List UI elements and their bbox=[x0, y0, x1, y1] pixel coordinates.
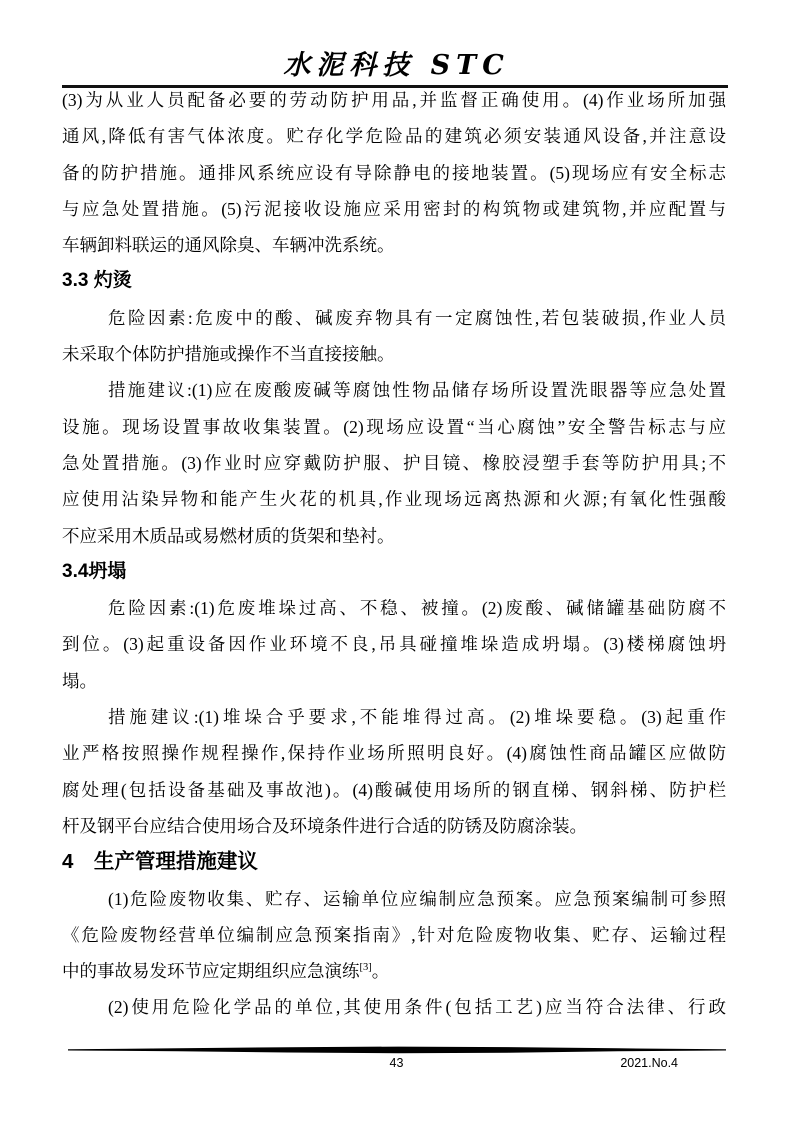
journal-title: 水泥科技 STC bbox=[283, 50, 510, 81]
content-lines bbox=[62, 82, 726, 1026]
text-line: 未采取个体防护措施或操作不当直接接触。 bbox=[62, 344, 395, 365]
text-line: 备的防护措施。通排风系统应设有导除静电的接地装置。(5)现场应有安全标志 bbox=[62, 162, 726, 183]
text-line: 车辆卸料联运的通风除臭、车辆冲洗系统。 bbox=[62, 235, 395, 256]
footer-rule bbox=[68, 1046, 726, 1054]
text-line: (1)危险废物收集、贮存、运输单位应编制应急预案。应急预案编制可参照 bbox=[108, 888, 726, 909]
text-line: 设施。现场设置事故收集装置。(2)现场应设置“当心腐蚀”安全警告标志与应 bbox=[62, 416, 726, 437]
text-line: 《危险废物经营单位编制应急预案指南》,针对危险废物收集、贮存、运输过程 bbox=[62, 924, 726, 945]
text-line: 中的事故易发环节应定期组织应急演练[3]。 bbox=[62, 961, 390, 982]
section-heading: 3.3 灼烫 bbox=[62, 270, 132, 292]
text-line: (3)为从业人员配备必要的劳动防护用品,并监督正确使用。(4)作业场所加强 bbox=[62, 90, 726, 110]
footer-issue-label: 2021.No.4 bbox=[620, 1056, 678, 1070]
section-heading: 4 生产管理措施建议 bbox=[62, 850, 258, 874]
section-heading: 3.4坍塌 bbox=[62, 560, 127, 582]
text-line: 措施建议:(1)应在废酸废碱等腐蚀性物品储存场所设置洗眼器等应急处置 bbox=[108, 380, 726, 401]
text-line: 急处置措施。(3)作业时应穿戴防护服、护目镜、橡胶浸塑手套等防护用具;不 bbox=[62, 452, 726, 473]
text-line: 通风,降低有害气体浓度。贮存化学危险品的建筑必须安装通风设备,并注意设 bbox=[62, 126, 726, 147]
text-line: 业严格按照操作规程操作,保持作业场所照明良好。(4)腐蚀性商品罐区应做防 bbox=[62, 743, 726, 764]
text-line: 腐处理(包括设备基础及事故池)。(4)酸碱使用场所的钢直梯、钢斜梯、防护栏 bbox=[62, 779, 726, 800]
reference-superscript: [3] bbox=[359, 962, 372, 974]
text-line: 塌。 bbox=[62, 670, 97, 691]
text-line: 不应采用木质品或易燃材质的货架和垫衬。 bbox=[62, 525, 395, 546]
text-line: 措施建议:(1)堆垛合乎要求,不能堆得过高。(2)堆垛要稳。(3)起重作 bbox=[108, 707, 726, 728]
text-line: (2)使用危险化学品的单位,其使用条件(包括工艺)应当符合法律、行政 bbox=[108, 997, 726, 1018]
text-line: 杆及钢平台应结合使用场合及环境条件进行合适的防锈及防腐涂装。 bbox=[62, 815, 587, 836]
text-line: 与应急处置措施。(5)污泥接收设施应采用密封的构筑物或建筑物,并应配置与 bbox=[62, 198, 726, 219]
text-line: 危险因素:(1)危废堆垛过高、不稳、被撞。(2)废酸、碱储罐基础防腐不 bbox=[108, 598, 726, 619]
text-line: 应使用沾染异物和能产生火花的机具,作业现场远离热源和火源;有氧化性强酸 bbox=[62, 489, 726, 510]
text-line: 危险因素:危废中的酸、碱废弃物具有一定腐蚀性,若包装破损,作业人员 bbox=[108, 307, 726, 328]
footer-page-number: 43 bbox=[389, 1056, 404, 1070]
text-line: 到位。(3)起重设备因作业环境不良,吊具碰撞堆垛造成坍塌。(3)楼梯腐蚀坍 bbox=[62, 634, 726, 655]
